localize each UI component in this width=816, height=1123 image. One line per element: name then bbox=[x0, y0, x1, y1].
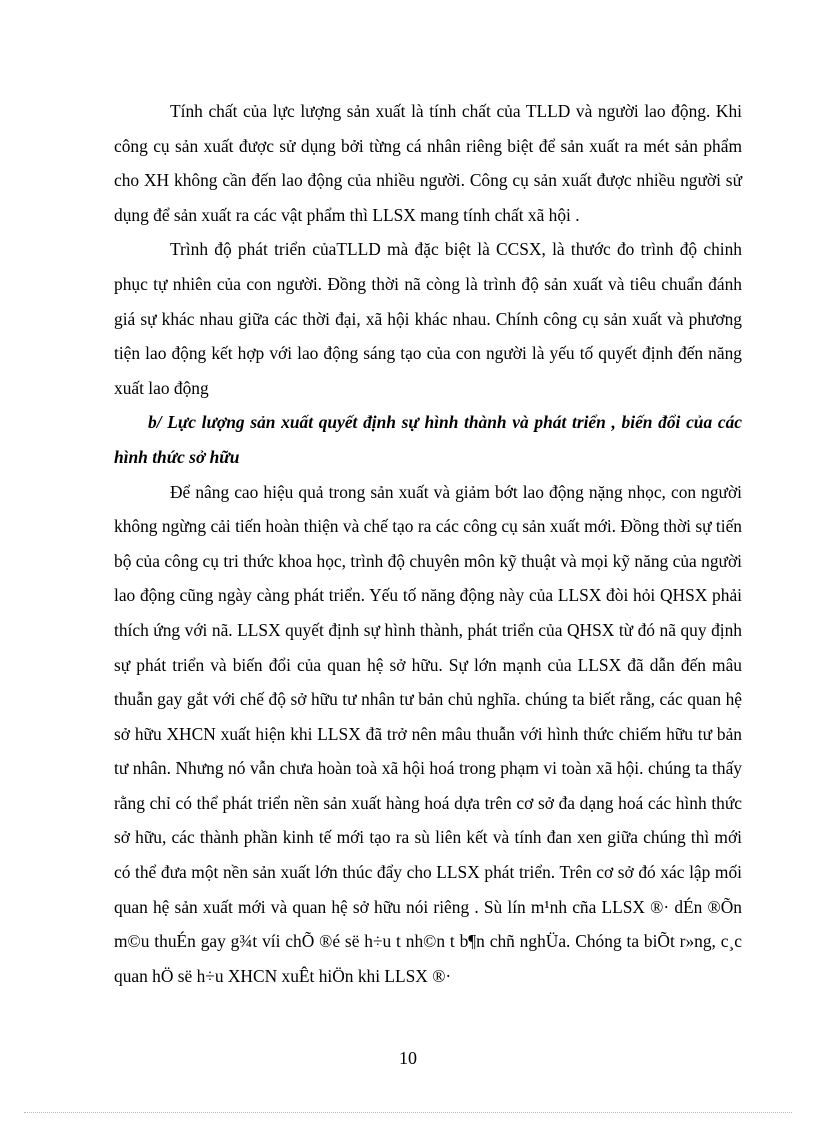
page-number: 10 bbox=[399, 1048, 417, 1068]
page-bottom-divider bbox=[24, 1112, 792, 1113]
paragraph-level-of-development: Trình độ phát triển củaTLLD mà đặc biệt là CCSX, là thước đo trình độ chinh phục tự nhiên của con người. Đồng thời nã còng là trình độ sản xuất và tiêu chuẩn đánh giá sự khác nhau giữa các thời đại, xã hội khác nhau. Chính công cụ sản xuất và phương tiện lao động kết hợp với lao động sáng tạo của con người là yếu tố quyết định đến năng xuất lao động bbox=[114, 239, 742, 398]
paragraph-ownership-forms: Để nâng cao hiệu quả trong sản xuất và giảm bớt lao động nặng nhọc, con người không ngừng cải tiến hoàn thiện và chế tạo ra các công cụ sản xuất mới. Đồng thời sự tiến bộ của công cụ tri thức khoa học, trình độ chuyên môn kỹ thuật và mọi kỹ năng của người lao động cũng ngày càng phát triển. Yếu tố năng động này của LLSX đòi hỏi QHSX phải thích ứng với nã. LLSX quyết định sự hình thành, phát triển của QHSX từ đó nã quy định sự phát triển và biến đổi của quan hệ sở hữu. Sự lớn mạnh của LLSX đã dẫn đến mâu thuẫn gay gắt với chế độ sở hữu tư nhân tư bản chủ nghĩa. chúng ta biết rằng, các quan hệ sở hữu XHCN xuất hiện khi LLSX đã trở nên mâu thuẫn với hình thức chiếm hữu tư bản tư nhân. Nhưng nó vẫn chưa hoàn toà xã hội hoá trong phạm vi toàn xã hội. chúng ta thấy rằng chỉ có thể phát triển nền sản xuất hàng hoá dựa trên cơ sở đa dạng hoá các hình thức sở hữu, các thành phần kinh tế mới tạo ra sù liên kết và tính đan xen giữa chúng thì mới có thể đưa một nền sản xuất lớn thúc đẩy cho LLSX phát triển. Trên cơ sở đó xác lập mối quan hệ sản xuất mới và quan hệ sở hữu nói riêng . Sù lín m¹nh cña LLSX ®· dÉn ®Õn m©u thuÉn gay g¾t víi chÕ ®é së h÷u t nh©n t b¶n chñ nghÜa. Chóng ta biÕt r»ng, c¸c quan hÖ së h÷u XHCN xuÊt hiÖn khi LLSX ®· bbox=[114, 481, 742, 986]
page-body bbox=[114, 94, 742, 993]
paragraph-nature-of-productive-forces: Tính chất của lực lượng sản xuất là tính chất của TLLD và người lao động. Khi công cụ sản xuất được sử dụng bởi từng cá nhân riêng biệt để sản xuất ra mét sản phẩm cho XH không cần đến lao động của nhiều người. Công cụ sản xuất được nhiều người sử dụng để sản xuất ra các vật phẩm thì LLSX mang tính chất xã hội . bbox=[114, 101, 742, 225]
section-heading: b/ Lực lượng sản xuất quyết định sự hình thành và phát triển , biến đổi của các hình thức sở hữu bbox=[114, 412, 742, 467]
